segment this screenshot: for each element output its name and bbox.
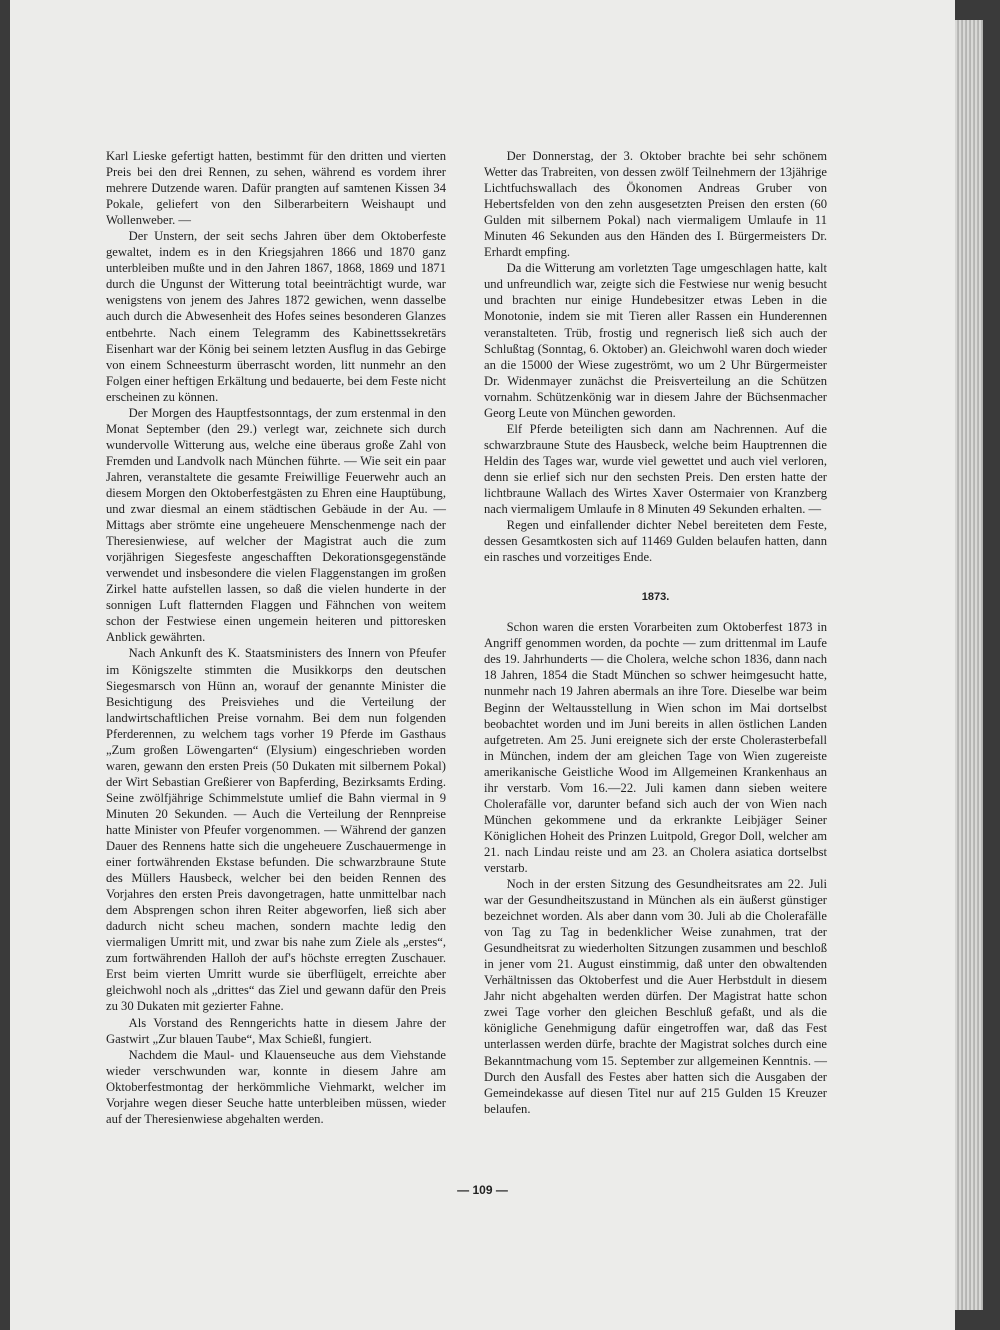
year-heading: 1873. bbox=[641, 591, 670, 604]
paragraph: Nachdem die Maul- und Klauenseuche aus dem Viehstande wieder verschwunden war, konnte in diesem Jahre am Oktoberfestmontag der herkömmliche Viehmarkt, welcher im Vorjahre wegen dieser Seuche hatte unterbleiben müssen, wieder auf der Theresienwiese abgehalten werden. bbox=[106, 1047, 446, 1126]
paragraph: Elf Pferde beteiligten sich dann am Nachrennen. Auf die schwarzbraune Stute des Hausbeck, welche beim Hauptrennen die Heldin des Tages war, wurde viel gewettet und auch viel verloren, denn sie erlief sich nur den sechsten Preis. Den ersten hatte der lichtbraune Wallach des Wirtes Xaver Ostermaier von Kranzberg nach viermaligem Umlaufe in 8 Minuten 49 Sekunden erhalten. — bbox=[484, 421, 827, 517]
page-stack-edge bbox=[955, 20, 983, 1310]
paragraph: Der Unstern, der seit sechs Jahren über dem Oktoberfeste gewaltet, indem es in den Kriegsjahren 1866 und 1870 ganz unterbleiben mußte und in den Jahren 1867, 1868, 1869 und 1871 durch die Ungunst der Witterung total beeinträchtigt wurde, war wenigstens von jenem des Jahres 1872 gewichen, wenn dasselbe auch durch die Abwesenheit des Hofes seines besonderen Glanzes entbehrte. Nach einem Telegramm des Kabinettssekretärs Eisenhart war der König bei seinem letzten Ausflug in das Gebirge von einem Schneesturm überrascht worden, litt nunmehr an den Folgen einer heftigen Erkältung und bedauerte, bei dem Feste nicht erscheinen zu können. bbox=[106, 229, 446, 404]
paragraph: Der Donnerstag, der 3. Oktober brachte bei sehr schönem Wetter das Trabreiten, von dessen zwölf Teilnehmern der 13jährige Lichtfuchswallach des Ökonomen Andreas Gruber von Hebertsfelden von den zehn ausgesetzten Preisen den ersten (60 Gulden mit silbernem Pokal) nach viermaligem Umlaufe in 11 Minuten 46 Sekunden aus den Händen des I. Bürgermeisters Dr. Erhardt empfing. bbox=[484, 149, 827, 260]
left-text-column bbox=[106, 148, 446, 1127]
page-number: — 109 — bbox=[457, 1183, 508, 1197]
paragraph: Als Vorstand des Renngerichts hatte in diesem Jahre der Gastwirt „Zur blauen Taube“, Max Schießl, fungiert. bbox=[106, 1015, 446, 1046]
paragraph: Karl Lieske gefertigt hatten, bestimmt für den dritten und vierten Preis bei den drei Rennen, zu sehen, während es vordem ihrer mehrere Dutzende waren. Dafür prangten auf samtenen Kissen 34 Pokale, geliefert von den Silberarbeitern Weishaupt und Wollenweber. — bbox=[106, 149, 446, 228]
paragraph: Noch in der ersten Sitzung des Gesundheitsrates am 22. Juli war der Gesundheitszustand in München als ein äußerst günstiger bezeichnet worden. Als aber dann vom 30. Juli ab die Cholerafälle von Tag zu Tag in bedenklicher Weise zunahmen, trat der Gesundheitsrat zu wiederholten Sitzungen zusammen und beschloß in jener vom 21. August einstimmig, daß unter den obwaltenden Verhältnissen das Oktoberfest und die Auer Herbstdult in diesem Jahr nicht abgehalten werden dürfen. Der Magistrat hatte schon zwei Tage vorher den gleichen Beschluß gefaßt, und als die königliche Genehmigung dafür eingetroffen war, daß das Fest unterlassen werden dürfe, brachte der Magistrat solches durch eine Bekanntmachung vom 15. September zur allgemeinen Kenntnis. — Durch den Ausfall des Festes aber hatten sich die Ausgaben der Gemeindekasse auf diesen Titel nur auf 215 Gulden 15 Kreuzer belaufen. bbox=[484, 877, 827, 1116]
paragraph: Da die Witterung am vorletzten Tage umgeschlagen hatte, kalt und unfreundlich war, zeigte sich die Festwiese nur wenig besucht und brachten nur einige Hundebesitzer etwas Leben in die Monotonie, indem sie mit Tieren aller Rassen ein Hunderennen veranstalteten. Trüb, frostig und regnerisch ließ sich auch der Schlußtag (Sonntag, 6. Oktober) an. Gleichwohl waren doch wieder an die 15000 der Wiese zugeströmt, wo um 2 Uhr Bürgermeister Dr. Widenmayer zunächst die Preisverteilung an die Schützen vornahm. Schützenkönig war in diesem Jahre der Büchsenmacher Georg Leute von München geworden. bbox=[484, 261, 827, 420]
paragraph: Regen und einfallender dichter Nebel bereiteten dem Feste, dessen Gesamtkosten sich auf 11469 Gulden belaufen hatten, dann ein rasches und vorzeitiges Ende. bbox=[484, 518, 827, 565]
book-page bbox=[10, 0, 955, 1330]
paragraph: Nach Ankunft des K. Staatsministers des Innern von Pfeufer im Königszelte stimmten die Musikkorps den deutschen Siegesmarsch von Hünn an, worauf der genannte Minister die Besichtigung des Preisviehes und die Verteilung der landwirtschaftlichen Preise vornahm. Bei dem nun folgenden Pferderennen, zu welchem tags vorher 19 Pferde im Gasthaus „Zum großen Löwengarten“ (Elysium) eingeschrieben worden waren, gewann den ersten Preis (50 Dukaten mit silbernem Pokal) der Wirt Sebastian Greßierer von Bapferding, Bezirksamts Erding. Seine zwölfjährige Schimmelstute umlief die Bahn viermal in 9 Minuten 20 Sekunden. — Auch die Verteilung der Rennpreise hatte Minister von Pfeufer vorgenommen. — Während der ganzen Dauer des Rennens hatte sich die ungeheuere Zuschauermenge in einer fortwährenden Ekstase befunden. Die schwarzbraune Stute des Müllers Hausbeck, welcher bei den beiden Rennen des Vorjahres den ersten Preis davongetragen, hatte unmittelbar nach dem Absprengen schon ihren Reiter abgeworfen, ließ sich aber dadurch nicht scheu machen, sondern machte ledig den viermaligen Umritt mit, und zwar bis nahe zum Ziele als „erstes“, zum fortwährenden Halloh der auf's höchste erregten Zuschauer. Erst beim vierten Umritt wurde sie überflügelt, erreichte aber gleichwohl noch als „drittes“ das Ziel und gewann dafür den Preis zu 30 Dukaten mit gezierter Fahne. bbox=[106, 646, 446, 1014]
paragraph: Schon waren die ersten Vorarbeiten zum Oktoberfest 1873 in Angriff genommen worden, da pochte — zum drittenmal im Laufe des 19. Jahrhunderts — die Cholera, welche schon 1836, dann nach 18 Jahren, 1854 die Stadt München so schwer heimgesucht hatte, nunmehr nach 19 Jahren abermals an ihre Tore. Dieselbe war beim Beginn der Weltausstellung in Wien schon im Mai dortselbst beobachtet worden und im Juni bereits in allen östlichen Landen aufgetreten. Am 25. Juni ereignete sich der erste Cholerasterbefall in München, indem der am gleichen Tage von Wien zugereiste amerikanische Geistliche Wood im Allgemeinen Krankenhaus an ihr verstarb. Vom 16.—22. Juli kamen dann sieben weitere Cholerafälle vor, darunter befand sich auch der von Wien nach München gekommene und da erkrankte Leibjäger Seiner Königlichen Hoheit des Prinzen Luitpold, Gregor Doll, welcher am 21. nach Lindau reiste und am 23. an Cholera asiatica dortselbst verstarb. bbox=[484, 620, 827, 875]
paragraph: Der Morgen des Hauptfestsonntags, der zum erstenmal in den Monat September (den 29.) verlegt war, zeichnete sich durch wundervolle Witterung aus, welche eine überaus große Zahl von Fremden und Landvolk nach München führte. — Wie seit ein paar Jahren, veranstaltete die gesamte Freiwillige Feuerwehr auch an diesem Morgen den Oktoberfestgästen zu Ehren eine Hauptübung, und zwar diesmal an einem städtischen Gebäude in der Au. — Mittags aber strömte eine ungeheuere Menschenmenge nach der Theresienwiese, auf welcher der Magistrat auch die zum vorjährigen Siegesfeste angeschafften Dekorationsgegenstände verwendet und insbesondere die vielen Flaggenstangen im großen Zirkel hatte aufstellen lassen, so daß die vielen hunderte in der sonnigen Luft flatternden Flaggen und Fähnchen von weitem schon der Festwiese einen ungemein heiteren und pittoresken Anblick gewährten. bbox=[106, 405, 446, 645]
right-text-column bbox=[484, 148, 827, 1117]
